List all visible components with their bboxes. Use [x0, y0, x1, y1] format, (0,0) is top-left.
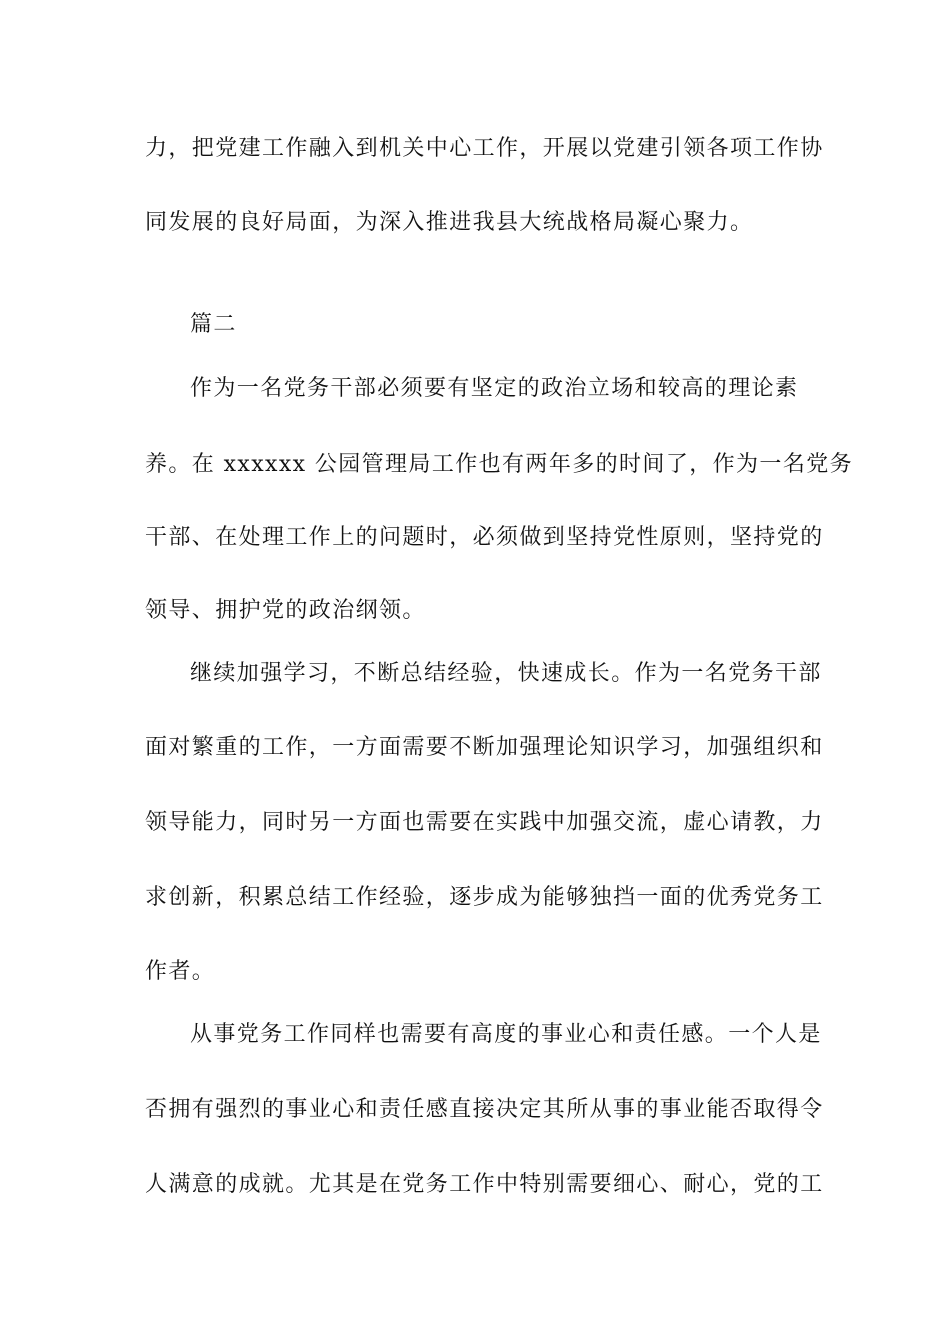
body-text-line: 从事党务工作同样也需要有高度的事业心和责任感。一个人是 — [190, 1022, 822, 1047]
body-text-line: 人满意的成就。尤其是在党务工作中特别需要细心、耐心，党的工 — [145, 1172, 824, 1197]
body-text-line: 否拥有强烈的事业心和责任感直接决定其所从事的事业能否取得令 — [145, 1097, 824, 1122]
body-text-line: 领导、拥护党的政治纲领。 — [145, 598, 426, 623]
body-text-line: 继续加强学习，不断总结经验，快速成长。作为一名党务干部 — [190, 661, 822, 686]
body-text-line: 领导能力，同时另一方面也需要在实践中加强交流，虚心请教，力 — [145, 810, 824, 835]
body-text-line: 作者。 — [145, 959, 216, 984]
body-text-line: 干部、在处理工作上的问题时，必须做到坚持党性原则，坚持党的 — [145, 525, 824, 550]
body-text-line: 面对繁重的工作，一方面需要不断加强理论知识学习，加强组织和 — [145, 735, 824, 760]
body-text-line: 同发展的良好局面，为深入推进我县大统战格局凝心聚力。 — [145, 210, 754, 235]
section-heading: 篇二 — [190, 312, 237, 337]
body-text-line: 力，把党建工作融入到机关中心工作，开展以党建引领各项工作协 — [145, 136, 824, 161]
body-text-line: 作为一名党务干部必须要有坚定的政治立场和较高的理论素 — [190, 376, 799, 401]
body-text-line: 求创新，积累总结工作经验，逐步成为能够独挡一面的优秀党务工 — [145, 885, 824, 910]
body-text-line: 养。在 xxxxxx 公园管理局工作也有两年多的时间了，作为一名党务 — [145, 452, 854, 477]
